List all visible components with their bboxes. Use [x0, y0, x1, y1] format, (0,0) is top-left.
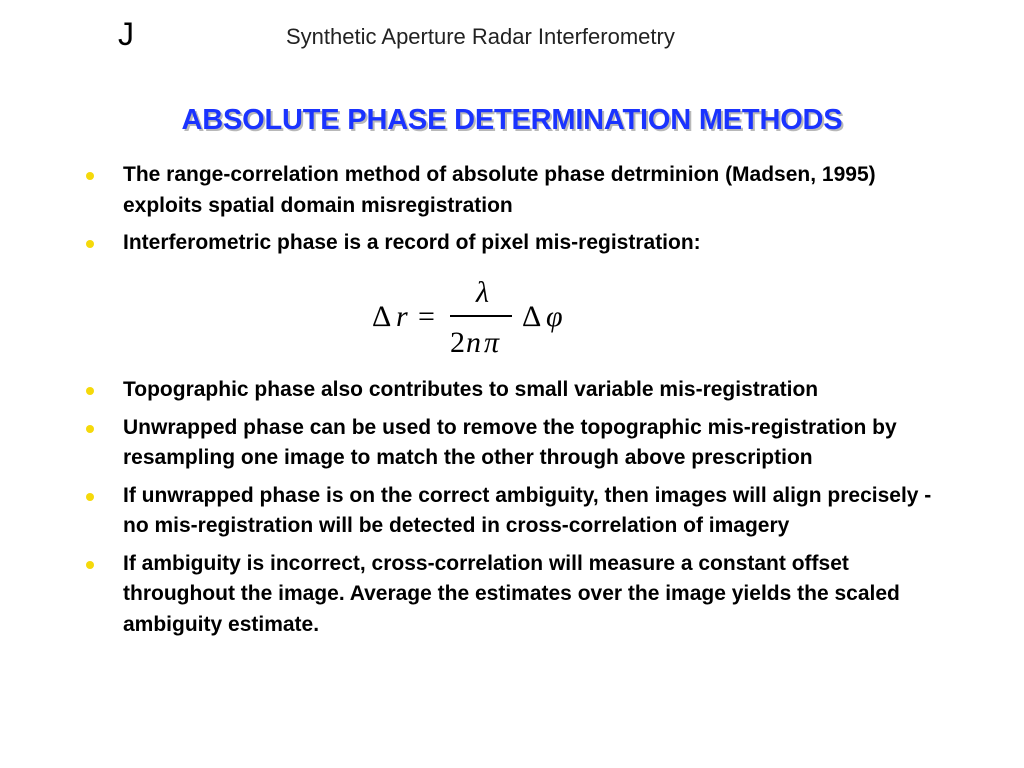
bullet-icon	[86, 425, 94, 433]
logo-icon: J	[118, 16, 134, 52]
bullet-text: The range-correlation method of absolute phase detrminion (Madsen, 1995) exploits spatial domain misregistration	[123, 163, 876, 217]
equation	[370, 272, 580, 362]
bullet-text: If ambiguity is incorrect, cross-correlation will measure a constant offset throughout the image. Average the estimates over the image yields the scaled ambiguity estimate.	[123, 551, 900, 636]
list-item	[84, 549, 954, 641]
bullet-icon	[86, 493, 94, 501]
denominator-pi: π	[484, 326, 500, 359]
bullet-icon	[86, 240, 94, 248]
lhs-var: r	[396, 300, 408, 333]
list-item	[84, 375, 954, 406]
header-title: Synthetic Aperture Radar Interferometry	[286, 24, 675, 49]
denominator-coef: 2	[450, 326, 465, 359]
rhs-delta: Δ	[522, 300, 542, 333]
bullet-icon	[86, 561, 94, 569]
lhs-delta: Δ	[372, 300, 392, 333]
page-title: ABSOLUTE PHASE DETERMINATION METHODS	[181, 104, 843, 136]
bullet-text: If unwrapped phase is on the correct ambiguity, then images will align precisely - no mis-registration will be detected in cross-correlation of imagery	[123, 483, 932, 537]
bullet-text: Interferometric phase is a record of pixel mis-registration:	[123, 231, 701, 254]
bullet-list-top	[84, 160, 954, 266]
bullet-text: Unwrapped phase can be used to remove the topographic mis-registration by resampling one image to match the other through above prescription	[123, 415, 897, 469]
bullet-icon	[86, 172, 94, 180]
rhs-var: φ	[546, 300, 563, 333]
list-item	[84, 228, 954, 259]
numerator: λ	[476, 276, 489, 309]
bullet-text: Topographic phase also contributes to small variable mis-registration	[123, 378, 819, 401]
equals-sign: =	[418, 300, 435, 333]
list-item	[84, 481, 954, 542]
bullet-icon	[86, 387, 94, 395]
equation-svg	[370, 272, 580, 362]
list-item	[84, 160, 954, 221]
bullet-list-bottom	[84, 375, 954, 647]
denominator-n: n	[466, 326, 481, 359]
list-item	[84, 413, 954, 474]
